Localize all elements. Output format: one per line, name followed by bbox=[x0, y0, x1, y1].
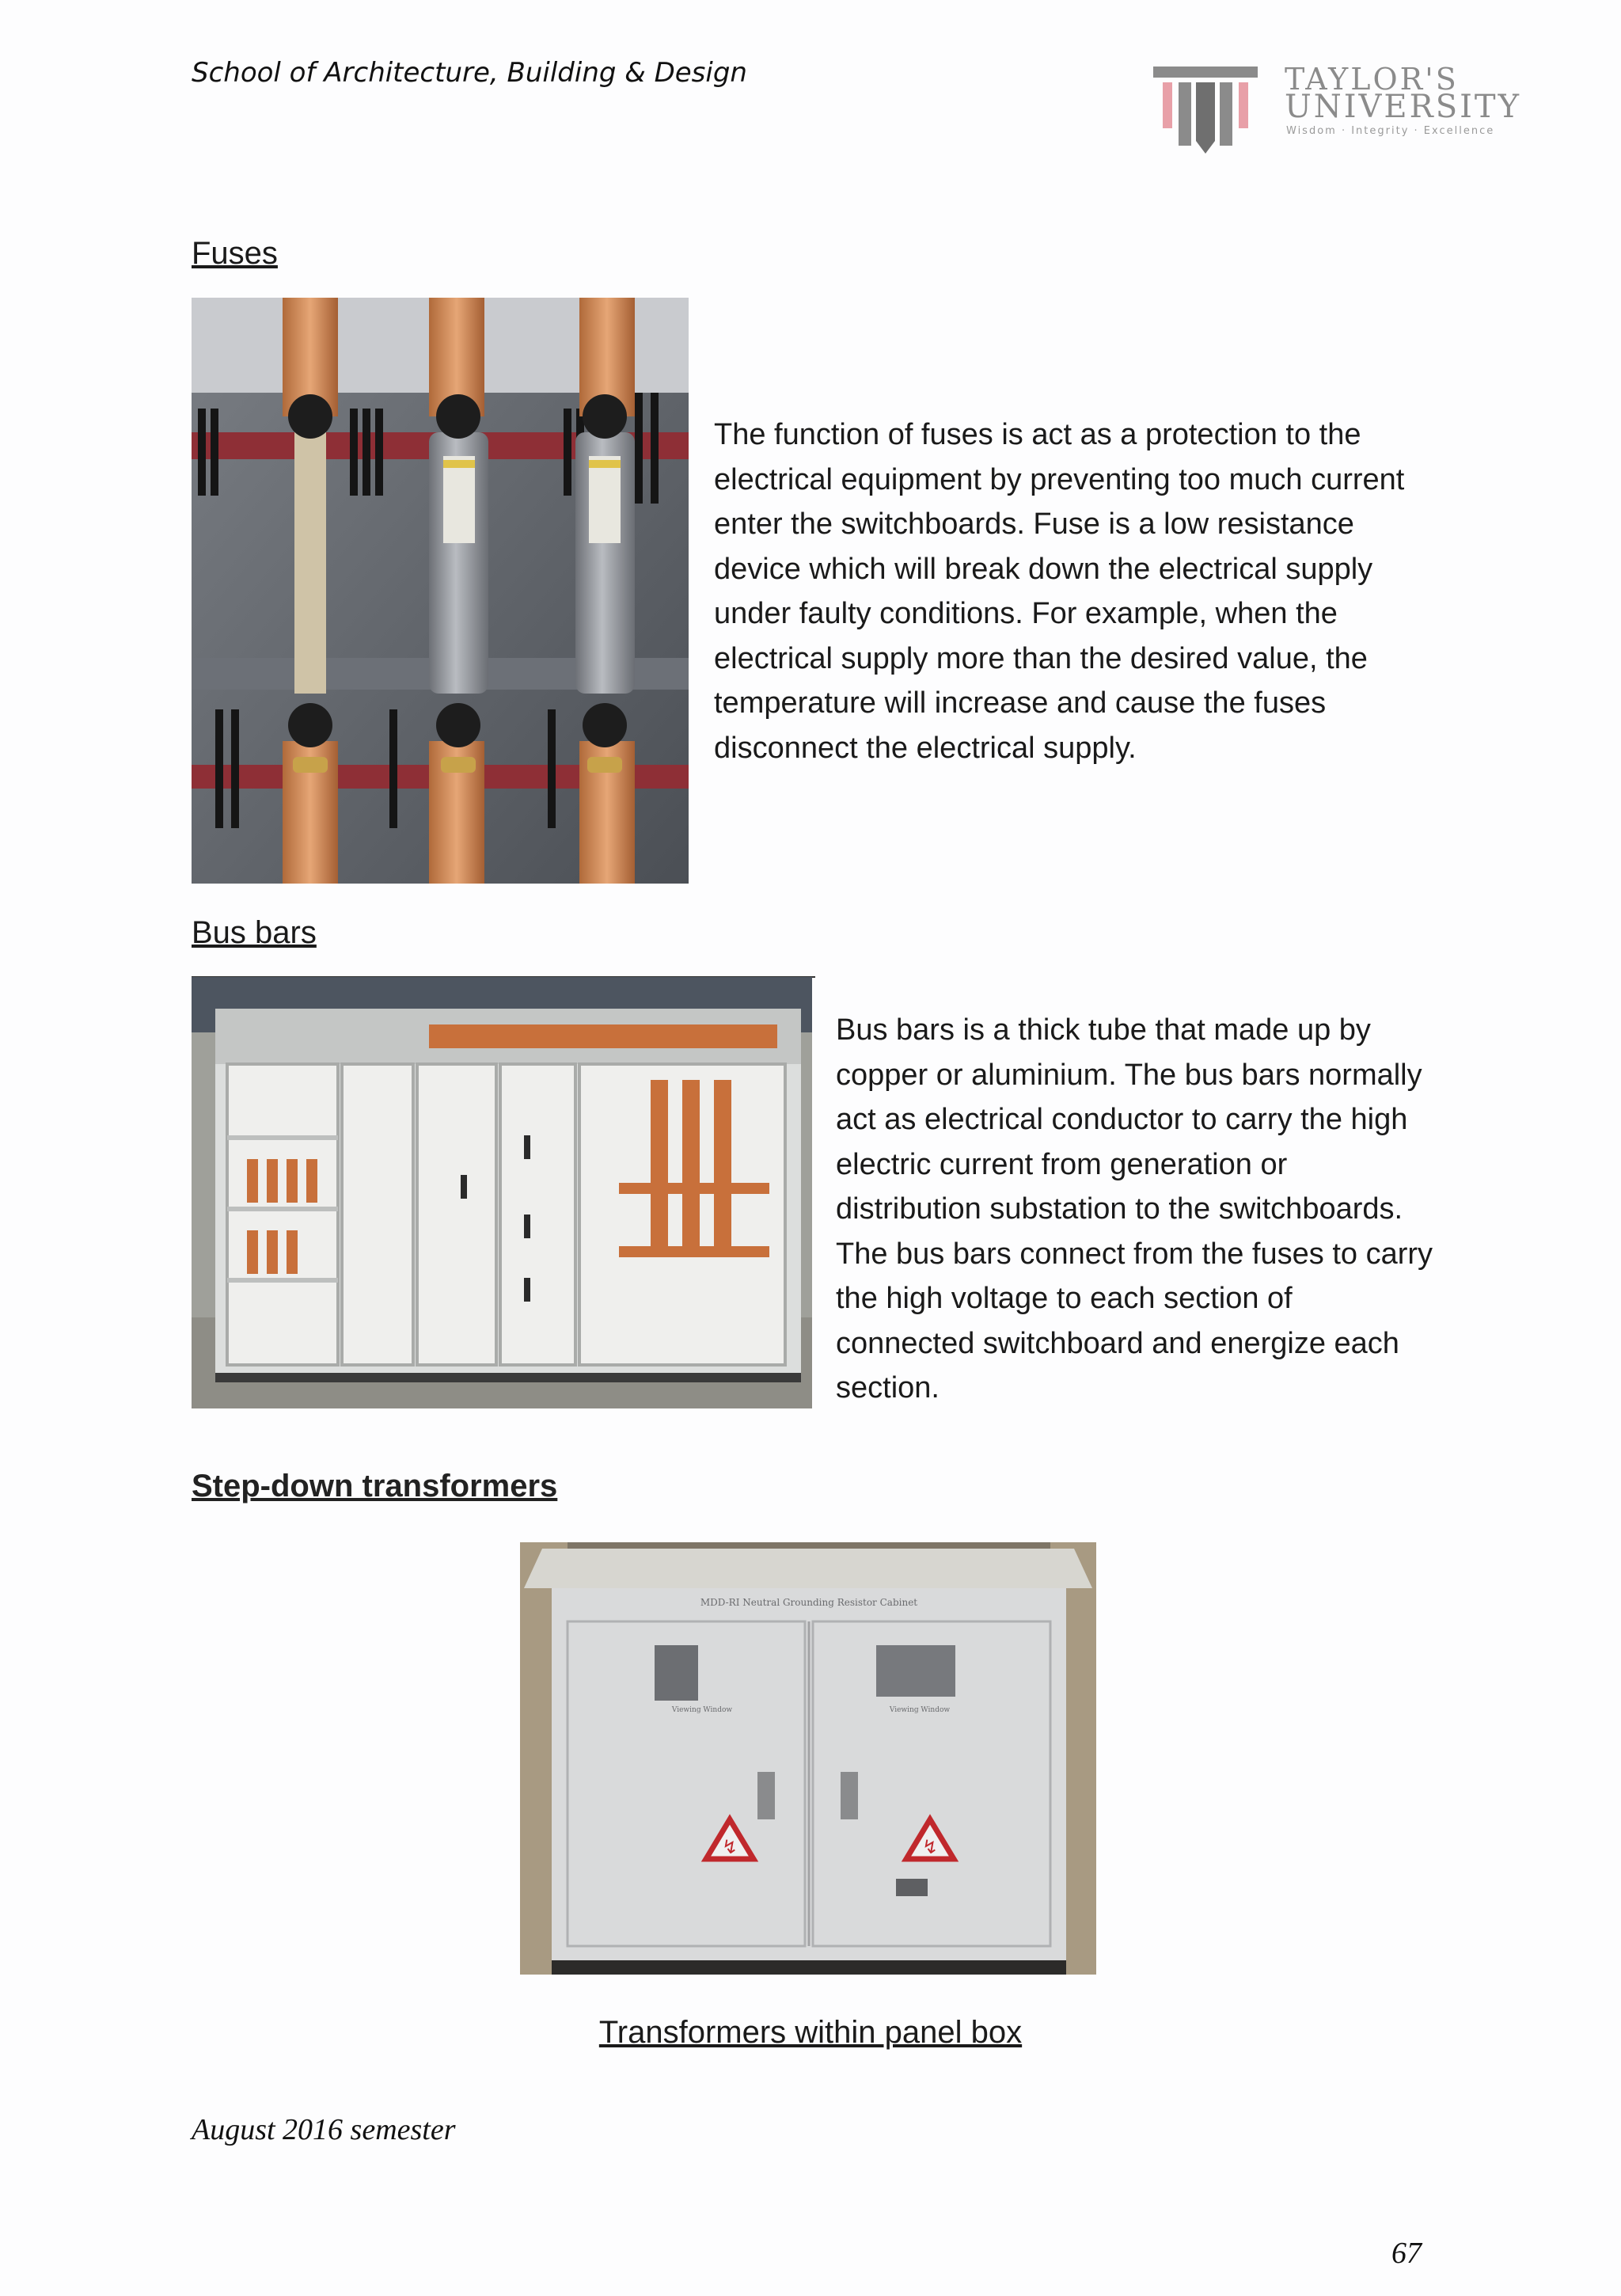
fuses-description: The function of fuses is act as a protection to the electrical equipment by preventing too much current enter the switchboards. Fuse is a low resistance device which will break down the electrical supply under faulty conditions. For example, when the electrical supply more than the desired value, the temperature will increase and cause the fuses disconnect the electrical supply. bbox=[714, 418, 1405, 765]
transformers-caption: Transformers within panel box bbox=[598, 2015, 1023, 2050]
taylors-shield-icon bbox=[1152, 62, 1270, 157]
svg-text:↯: ↯ bbox=[721, 1836, 738, 1858]
header-school-name: School of Architecture, Building & Design bbox=[192, 57, 747, 89]
taylors-university-logo bbox=[1152, 62, 1524, 157]
busbars-heading: Bus bars bbox=[192, 915, 317, 950]
footer-semester: August 2016 semester bbox=[192, 2113, 456, 2146]
svg-text:↯: ↯ bbox=[921, 1836, 939, 1858]
fuses-photo bbox=[192, 298, 689, 884]
page-number: 67 bbox=[1391, 2237, 1422, 2270]
transformers-heading: Step-down transformers bbox=[192, 1469, 558, 1503]
transformer-cabinet-photo bbox=[520, 1542, 1096, 1975]
logo-line2: UNIVERSITY bbox=[1285, 89, 1522, 125]
busbars-photo bbox=[192, 977, 812, 1408]
logo-line1: TAYLOR'S bbox=[1285, 62, 1459, 97]
fuses-heading: Fuses bbox=[192, 236, 278, 271]
busbars-description: Bus bars is a thick tube that made up by copper or aluminium. The bus bars normally act as electrical conductor to carry the high electric current from generation or distribution substation to the switchboards. The bus bars connect from the fuses to carry the high voltage to each section of connected switchboard and energize each section. bbox=[836, 1013, 1433, 1405]
cabinet-title-label: MDD-RI Neutral Grounding Resistor Cabinet bbox=[700, 1597, 918, 1608]
window-left-label: Viewing Window bbox=[671, 1706, 733, 1714]
logo-tagline: Wisdom · Integrity · Excellence bbox=[1286, 125, 1495, 137]
window-right-label: Viewing Window bbox=[889, 1706, 951, 1714]
